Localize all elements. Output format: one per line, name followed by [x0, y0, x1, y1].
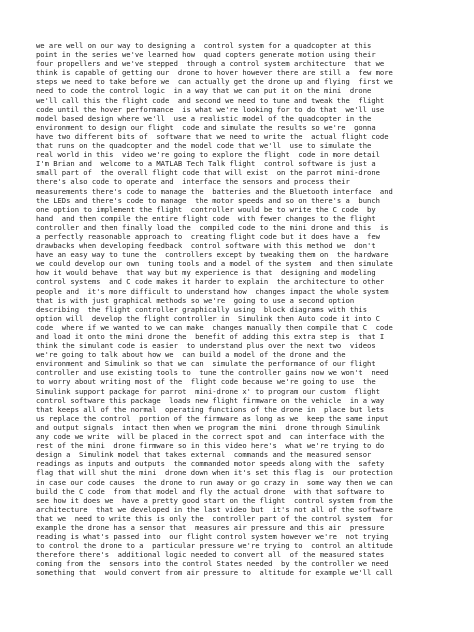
transcript-line: people and it's more difficult to understand how changes impact the whole system [36, 286, 389, 296]
transcript-line: example the drone has a sensor that measures air pressure and this air pressure [36, 522, 385, 532]
transcript-line: steps we need to take before we can actually get the drone up and flying first we [36, 77, 393, 87]
transcript-line: coming from the sensors into the control States needed by the controller we need [36, 559, 389, 569]
transcript-line: something that would convert from air pressure to altitude for example we'll call [36, 568, 393, 578]
transcript-line: therefore there's additional logic needed to convert all of the measured states [36, 550, 385, 560]
transcript-line: and output signals intact then when we program the mini drone through Simulink [36, 422, 380, 432]
transcript-line: the LEDs and there's code to manage the motor speeds and so on there's a bunch [36, 195, 380, 205]
transcript-line: see how it does we have a pretty good start on the flight control system from the [36, 495, 393, 505]
transcript-line: and load it onto the mini drone the benefit of adding this extra step is that I [36, 332, 385, 341]
transcript-line: I'm Brian and welcome to a MATLAB Tech Talk flight control software is just a [36, 159, 376, 169]
transcript-line: any code we write will be placed in the correct spot and can interface with the [36, 432, 385, 442]
transcript-line [36, 578, 468, 587]
transcript-line: model based design where we'll use a realistic model of the quadcopter in the [36, 113, 372, 123]
transcript-line: build the C code from that model and fly the actual drone with that software to [36, 486, 385, 496]
transcript-line: control systems and C code makes it harder to explain the architecture to other [36, 277, 385, 287]
transcript-line: readings as inputs and outputs the commanded motor speeds along with the safety [36, 459, 385, 469]
transcript-line: us replace the control portion of the firmware as long as we keep the same input [36, 413, 389, 423]
transcript-line: we'll call this the flight code and second we need to tune and tweak the flight [36, 95, 385, 105]
transcript-line: four propellers and we've stepped through a control system architecture that we [36, 59, 385, 69]
transcript-line: think is capable of getting our drone to hover however there are still a few more [36, 68, 393, 78]
transcript-line: how it would behave that way but my experience is that designing and modeling [36, 268, 376, 278]
transcript-line: need to code the control logic in a way that we can put it on the mini drone [36, 86, 372, 96]
transcript-line: we're going to talk about how we can build a model of the drone and the [36, 350, 346, 360]
transcript-line: real world in this video we're going to explore the flight code in more detail [36, 150, 380, 160]
transcript-line: Simulink support package for parrot mini-drone x' to program our custom flight [36, 386, 380, 396]
transcript-line: environment and Simulink so that we can simulate the performance of our flight [36, 359, 376, 369]
transcript-line: we are well on our way to designing a control system for a quadcopter at this [36, 41, 372, 50]
transcript-line: architecture that we developed in the last video but it's not all of the software [36, 504, 393, 514]
transcript-line: rest of the mini drone firmware so in this video here's what we're trying to do [36, 441, 385, 451]
transcript-line: to worry about writing most of the flight code because we're going to use the [36, 377, 376, 387]
transcript-line: control software this package loads new flight firmware on the vehicle in a way [36, 395, 385, 405]
transcript-line: a perfectly reasonable approach to creating flight code but it does have a few [36, 231, 380, 241]
transcript-line: think the simulant code is easier to understand plus over the next two videos [36, 341, 376, 351]
transcript-line: that is with just graphical methods so we're going to use a second option [36, 295, 355, 305]
transcript-line: to control the drone to a particular pressure we're trying to control an altitude [36, 541, 393, 551]
transcript-line: one option to implement the flight controller would be to write the C code by [36, 204, 376, 214]
transcript-line: that runs on the quadcopter and the model code that we'll use to simulate the [36, 141, 372, 151]
transcript-line: measurements there's code to manage the batteries and the Bluetooth interface and [36, 186, 393, 196]
transcript-line: option will develop the flight controller in Simulink then Auto code it into C [36, 313, 380, 323]
transcript-line: in case our code causes the drone to run away or go crazy in some way then we can [36, 477, 393, 487]
transcript-line: we could develop our own tuning tools and a model of the system and then simulate [36, 259, 393, 269]
transcript-line: have an easy way to tune the controllers except by tweaking them on the hardware [36, 250, 389, 260]
transcript-line: design a Simulink model that takes external commands and the measured sensor [36, 450, 372, 460]
transcript-line: controller and use existing tools to tune the controller gains now we won't need [36, 368, 389, 378]
transcript-line: environment to design our flight code and simulate the results so we're gonna [36, 122, 376, 132]
transcript-page [36, 41, 468, 587]
transcript-line: code until the hover performance is what we're looking for to do that we'll use [36, 104, 385, 114]
transcript-line: code where if we wanted to we can make changes manually then compile that C code [36, 322, 393, 332]
transcript-line: point in the series we've learned how quad copters generate motion using their [36, 50, 376, 60]
transcript-line: that we need to write this is only the controller part of the control system for [36, 513, 393, 523]
transcript-line: small part of the overall flight code that will exist on the parrot mini-drone [36, 168, 380, 178]
transcript-line: controller and then finally load the compiled code to the mini drone and this is [36, 222, 389, 232]
transcript-line: that keeps all of the normal operating functions of the drone in place but lets [36, 404, 385, 414]
transcript-line: describing the flight controller graphically using block diagrams with this [36, 304, 368, 314]
transcript-line: flag that will shut the mini drone down when it's set this flag is our protection [36, 468, 393, 478]
transcript-line: there's also code to operate and interface the sensors and process their [36, 177, 350, 187]
transcript-line: have two different bits of software that we need to write the actual flight code [36, 131, 389, 141]
transcript-line: reading is what's passed into our flight control system however we're not trying [36, 532, 389, 542]
transcript-line: drawbacks when developing feedback control software with this method we don't [36, 241, 376, 251]
transcript-line: hand and then compile the entire flight code with fewer changes to the flight [36, 213, 376, 223]
